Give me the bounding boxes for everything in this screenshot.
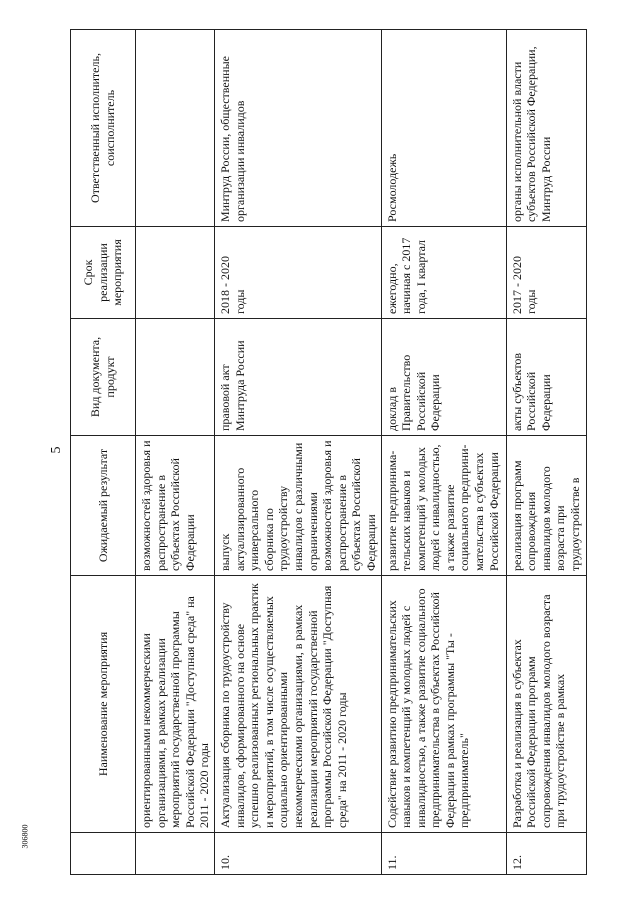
header-num: [71, 833, 136, 875]
header-deadline: Срок реализации мероприятия: [71, 227, 136, 319]
row-doc-type: доклад в Правительство Российской Федерации: [381, 319, 506, 436]
measures-table: [70, 29, 587, 875]
row-num: [136, 833, 215, 875]
table-row: [506, 30, 586, 875]
row-name: Актуализация сборника по трудоустройству инвалидов, сформированного на основе успешно реализованных региональных практик и мероприятий, в том числе осуществляемых социально ориентированными некоммерческими организациями, в рамках реализации мероприятий государственной программы Российской Федерации "Доступная среда" на 2011 - 2020 годы: [214, 576, 381, 833]
row-num: 12.: [506, 833, 586, 875]
row-name: ориентированными некоммерческими организациями, в рамках реализации мероприятий государственной программы Российской Федерации "Доступная среда" на 2011 - 2020 годы: [136, 576, 215, 833]
table-row: [136, 30, 215, 875]
row-responsible: Минтруд России, общественные организации инвалидов: [214, 30, 381, 227]
header-name: Наименование мероприятия: [71, 576, 136, 833]
header-result: Ожидаемый результат: [71, 436, 136, 576]
header-responsible: Ответственный исполнитель, соисполнитель: [71, 30, 136, 227]
table-row: [381, 30, 506, 875]
header-doc-type: Вид документа, продукт: [71, 319, 136, 436]
row-num: 10.: [214, 833, 381, 875]
row-name: Разработка и реализация в субъектах Российской Федерации программ сопровождения инвалидов молодого возраста при трудоустройстве в рамках: [506, 576, 586, 833]
row-result: выпуск актуализированного универсального сборника по трудоустройству инвалидов с различными ограничениями возможностей здоровья и распространение в субъектах Российской Федерации: [214, 436, 381, 576]
table-row: [214, 30, 381, 875]
row-responsible: органы исполнительной власти субъектов Российской Федерации, Минтруд России: [506, 30, 586, 227]
table-header-row: [71, 30, 136, 875]
row-responsible: [136, 30, 215, 227]
row-doc-type: [136, 319, 215, 436]
row-doc-type: акты субъектов Российской Федерации: [506, 319, 586, 436]
row-result: реализация программ сопровождения инвалидов молодого возраста при трудоустройстве в: [506, 436, 586, 576]
row-doc-type: правовой акт Минтруда России: [214, 319, 381, 436]
row-num: 11.: [381, 833, 506, 875]
document-code: 306800: [20, 824, 30, 849]
row-result: возможностей здоровья и распространение в субъектах Российской Федерации: [136, 436, 215, 576]
row-deadline: 2018 - 2020 годы: [214, 227, 381, 319]
row-deadline: [136, 227, 215, 319]
page-number: 5: [49, 446, 64, 454]
row-name: Содействие развитию предпринимательских навыков и компетенций у молодых людей с инвалидностью, а также развитие социального предпринимательства в субъектах Российской Федерации в рамках программы "Ты - предприниматель": [381, 576, 506, 833]
row-deadline: ежегодно, начиная с 2017 года, I квартал: [381, 227, 506, 319]
rotated-table-sheet: [70, 30, 582, 875]
row-deadline: 2017 - 2020 годы: [506, 227, 586, 319]
row-responsible: Росмолодежь: [381, 30, 506, 227]
row-result: развитие предпринима-тельских навыков и компетенций у молодых людей с инвалидностью, а также развитие социального предприни-мательства в субъектах Российской Федерации: [381, 436, 506, 576]
